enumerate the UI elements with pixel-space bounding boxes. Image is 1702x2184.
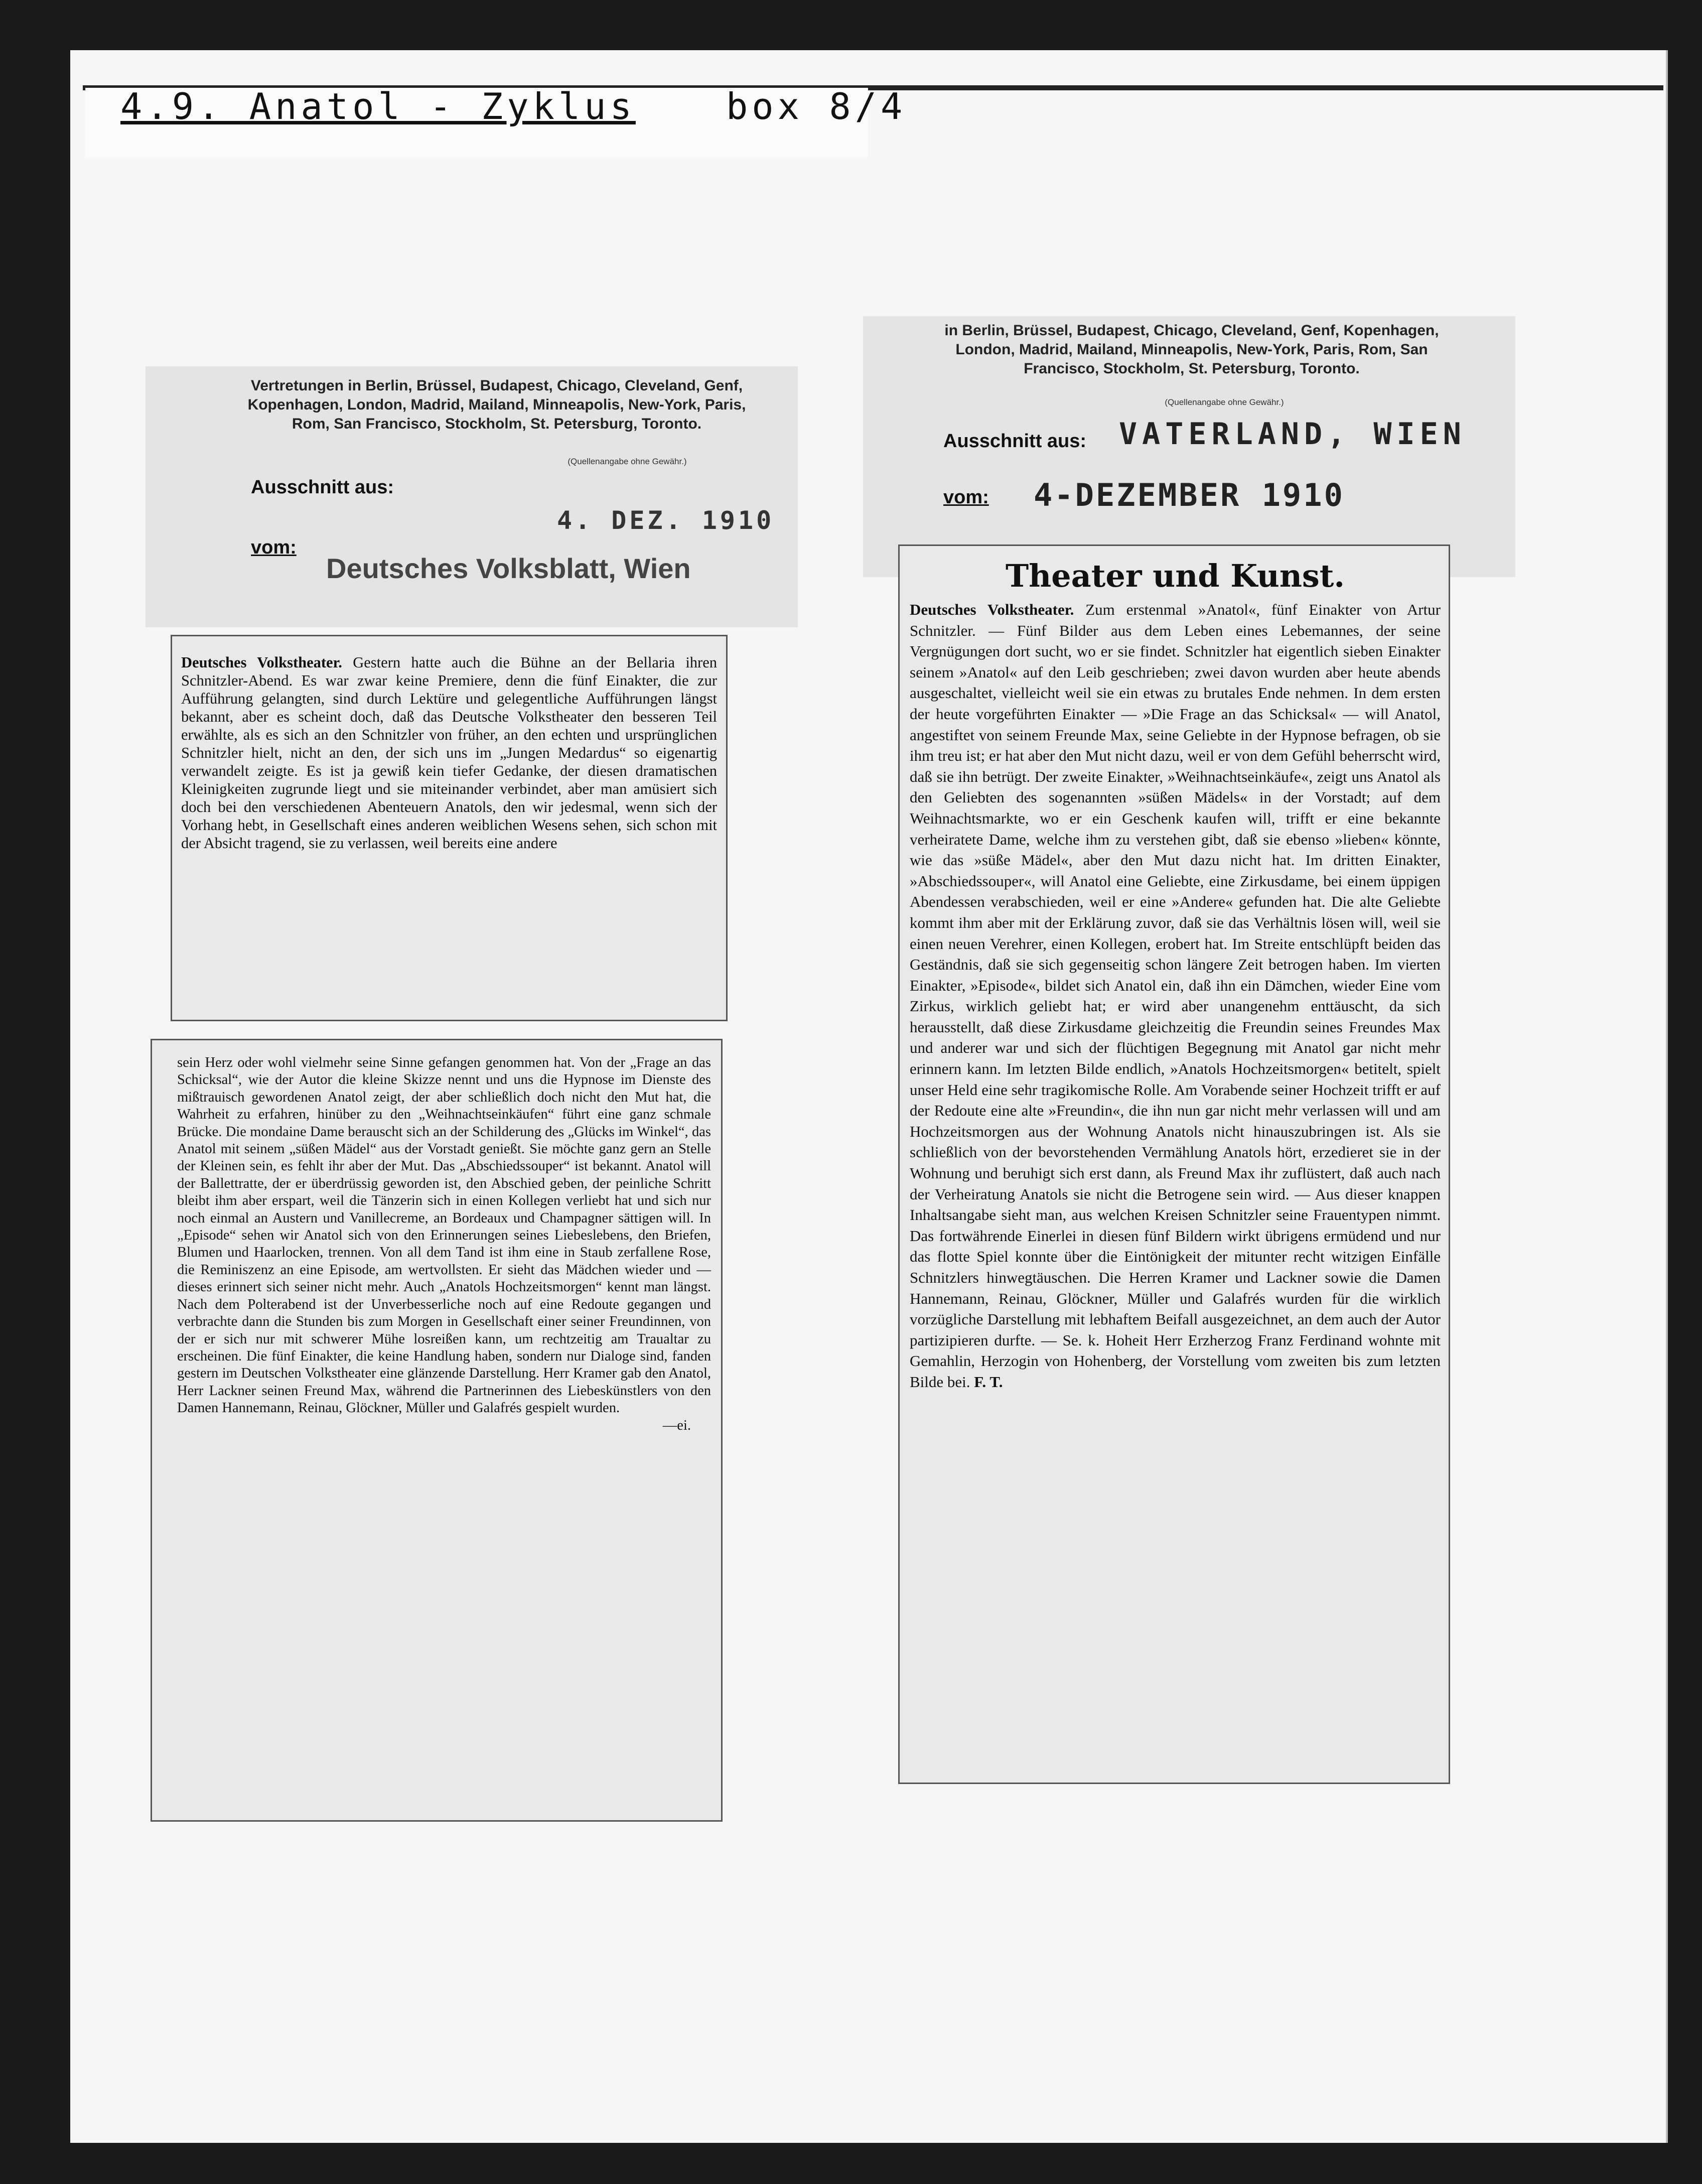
right-signature: F. T.: [974, 1373, 1003, 1391]
cycle-title: 4.9. Anatol - Zyklus: [120, 85, 636, 127]
left-part1-text: Gestern hatte auch die Bühne an der Bellaria ihren Schnitzler-Abend. Es war zwar keine Premiere, denn die fünf Einakter, die zur Aufführung gelangten, sind durch Lektüre und gelegentliche Aufführungen längst bekannt, aber es scheint doch, daß das Deutsche Volkstheater den besseren Teil erwählte, als es sich an den Schnitzler von früher, an den echten und ursprünglichen Schnitzler hielt, nicht an den, der sich uns im „Jungen Medardus“ so eigenartig verwandelt zeigte. Es ist ja gewiß kein tiefer Gedanke, der diesen dramatischen Kleinigkeiten zugrunde liegt und sie miteinander verbindet, aber man amüsiert sich doch bei den verschiedenen Abenteuern Anatols, den wir jedesmal, wenn sich der Vorhang hebt, in Gesellschaft eines anderen weiblichen Wesens sehen, sich schon mit der Absicht tragend, sie zu verlassen, weil bereits eine andere: [181, 654, 717, 852]
left-header-source-note: (Quellenangabe ohne Gewähr.): [568, 457, 687, 466]
left-ausschnitt-label: Ausschnitt aus:: [251, 477, 394, 498]
right-vom-label: vom:: [943, 487, 989, 508]
right-header-agencies: in Berlin, Brüssel, Budapest, Chicago, Cleveland, Genf, Kopenhagen, London, Madrid, Mailand, Minneapolis, New-York, Paris, Rom, San Francisco, Stockholm, St. Petersburg, Toronto.: [944, 322, 1439, 377]
right-ausschnitt-label: Ausschnitt aus:: [943, 431, 1087, 452]
left-clipping-part1: [171, 635, 728, 1021]
right-article-text: Zum erstenmal »Anatol«, fünf Einakter von Artur Schnitzler. — Fünf Bilder aus dem Leben eines Lebemannes, der seine Vergnügungen dort sucht, wo er sie findet. Schnitzler hat eigentlich sieben Einakter seinem »Anatol« auf den Leib geschrieben; zwei davon wurden aber heute abends ausgeschaltet, vielleicht weil sie ein etwas zu brutales Ende nehmen. In dem ersten der heute vorgeführten Einakter — »Die Frage an das Schicksal« — will Anatol, angestiftet von seinem Freunde Max, seine Geliebte in der Hypnose befragen, ob sie ihm treu ist; er hat aber den Mut nicht dazu, weil er von dem Gefühl beherrscht wird, daß sie ihn betrügt. Der zweite Einakter, »Weihnachtseinkäufe«, zeigt uns Anatol als den Geliebten des sogenannten »süßen Mädels« in der Vorstadt; auf dem Weihnachtsmarkte, wo er ein Geschenk kaufen will, trifft er eine bekannte verheiratete Dame, welche ihm zu verstehen gibt, daß sie ebenso »lieben« könnte, wie das »süße Mädel«, aber den Mut dazu nicht hat. Im dritten Einakter, »Abschiedssouper«, will Anatol eine Geliebte, eine Zirkusdame, bei einem üppigen Abendessen verabschieden, weil er eine »Andere« gefunden hat. Die alte Geliebte kommt ihm aber mit der Erklärung zuvor, daß sie das Verhältnis lösen will, weil sie einen neuen Verehrer, einen Kollegen, erobert hat. Im Streite entschlüpft beiden das Geständnis, daß sie sich gegenseitig schon längere Zeit betrogen haben. Im vierten Einakter, »Episode«, bildet sich Anatol ein, daß ihn ein Dämchen, wieder Eine vom Zirkus, wirklich geliebt hat; er wird aber unangenehm enttäuscht, da sich herausstellt, daß diese Zirkusdame gleichzeitig die Freundin seines Freundes Max und anderer war und sich der flüchtigen Begegnung mit Anatol gar nicht mehr erinnern kann. Im letzten Bilde endlich, »Anatols Hochzeitsmorgen« betitelt, spielt unser Held eine sehr tragikomische Rolle. Am Vorabende seiner Hochzeit trifft er auf der Redoute eine alte »Freundin«, die ihn nun gar nicht mehr verlassen will und am Hochzeitsmorgen aus der Wohnung Anatols nicht hinauszubringen ist. Als sie schließlich von der bevorstehenden Vermählung Anatols hört, erzedieret sie in der Wohnung und beruhigt sich erst dann, als Freund Max ihr zuflüstert, daß auch nach der Verheiratung Anatols sie nicht die Betrogene sein wird. — Aus dieser knappen Inhaltsangabe sieht man, aus welchen Kreisen Schnitzler seine Frauentypen nimmt. Das fortwährende Einerlei in diesen fünf Bildern wirkt übrigens ermüdend und nur das flotte Spiel konnte über die Eintönigkeit der mitunter recht witzigen Einfälle Schnitzlers hinwegtäuschen. Die Herren Kramer und Lackner sowie die Damen Hannemann, Reinau, Glöckner, Müller und Galafrés wurden für die wirklich vorzügliche Darstellung mit lebhaftem Beifall ausgezeichnet, an dem auch der Autor partizipieren durfte. — Se. k. Hoheit Herr Erzherzog Franz Ferdinand wohnte mit Gemahlin, Herzogin von Hohenberg, der Vorstellung vom zweiten bis zum letzten Bilde bei.: [910, 601, 1441, 1391]
left-signature: —ei.: [662, 1417, 691, 1433]
archive-label: [120, 85, 906, 127]
box-number: box 8/4: [726, 85, 907, 127]
left-clipping-header: [146, 366, 798, 627]
right-lead: Deutsches Volkstheater.: [910, 601, 1074, 618]
right-clipping-article: [898, 544, 1450, 1784]
right-date-stamp: 4-DEZEMBER 1910: [1034, 477, 1345, 513]
left-vom-label: vom:: [251, 537, 297, 558]
right-clipping-header: [863, 316, 1515, 577]
left-paper-name: Deutsches Volksblatt, Wien: [326, 553, 691, 584]
left-lead: Deutsches Volkstheater.: [181, 654, 342, 671]
left-part2-text: sein Herz oder wohl vielmehr seine Sinne gefangen genommen hat. Von der „Frage an das Schicksal“, wie der Autor die kleine Skizze nennt und uns die Hypnose im Dienste des mißtrauisch gewordenen Anatol zeigt, der aber schließlich doch nicht den Mut hat, die Wahrheit zu erfahren, hinüber zu den „Weihnachtseinkäufen“ führt eine ganz schmale Brücke. Die mondaine Dame berauscht sich an der Schilderung des „Glücks im Winkel“, das Anatol mit seinem „süßen Mädel“ aus der Vorstadt genießt. Sie möchte ganz gern an Stelle der Kleinen sein, es fehlt ihr aber der Mut. Das „Abschiedssouper“ ist bekannt. Anatol will der Ballettratte, der er überdrüssig geworden ist, den Abschied geben, der peinliche Schritt bleibt ihm aber erspart, weil die Tänzerin sich in einen Kollegen verliebt hat und sich nur noch einmal an Austern und Vanillecreme, an Bordeaux und Champagner sättigen will. In „Episode“ sehen wir Anatol sich von den Erinnerungen seines Liebeslebens, den Briefen, Blumen und Haarlocken, trennen. Von all dem Tand ist ihm eine in Staub zerfallene Rose, die Reminiszenz an eine Episode, am wertvollsten. Er sieht das Mädchen wieder und — dieses erinnert sich seiner nicht mehr. Auch „Anatols Hochzeitsmorgen“ kennt man längst. Nach dem Polterabend ist der Unverbesserliche noch auf eine Redoute gegangen und verbrachte dann die Stunden bis zum Morgen in Gesellschaft einer seiner Freundinnen, von der er sich nur mit schwerer Mühe losreißen kann, um rechtzeitig am Traualtar zu erscheinen. Die fünf Einakter, die keine Handlung haben, sondern nur Dialoge sind, fanden gestern im Deutschen Volkstheater eine glänzende Darstellung. Herr Kramer gab den Anatol, Herr Lackner seinen Freund Max, während die Partnerinnen des Liebeskünstlers von den Damen Hannemann, Reinau, Glöckner, Müller und Galafrés gespielt wurden.: [177, 1055, 711, 1416]
left-clipping-part2: [151, 1039, 723, 1822]
left-header-agencies: Vertretungen in Berlin, Brüssel, Budapest, Chicago, Cleveland, Genf, Kopenhagen, London, Madrid, Mailand, Minneapolis, New-York, Paris, Rom, San Francisco, Stockholm, St. Petersburg, Toronto.: [247, 377, 746, 432]
left-date-stamp: 4. DEZ. 1910: [557, 506, 775, 535]
right-headline: Theater und Kunst.: [1005, 558, 1345, 594]
right-paper-stamp: VATERLAND, WIEN: [1119, 417, 1466, 452]
right-header-source-note: (Quellenangabe ohne Gewähr.): [1165, 397, 1284, 407]
